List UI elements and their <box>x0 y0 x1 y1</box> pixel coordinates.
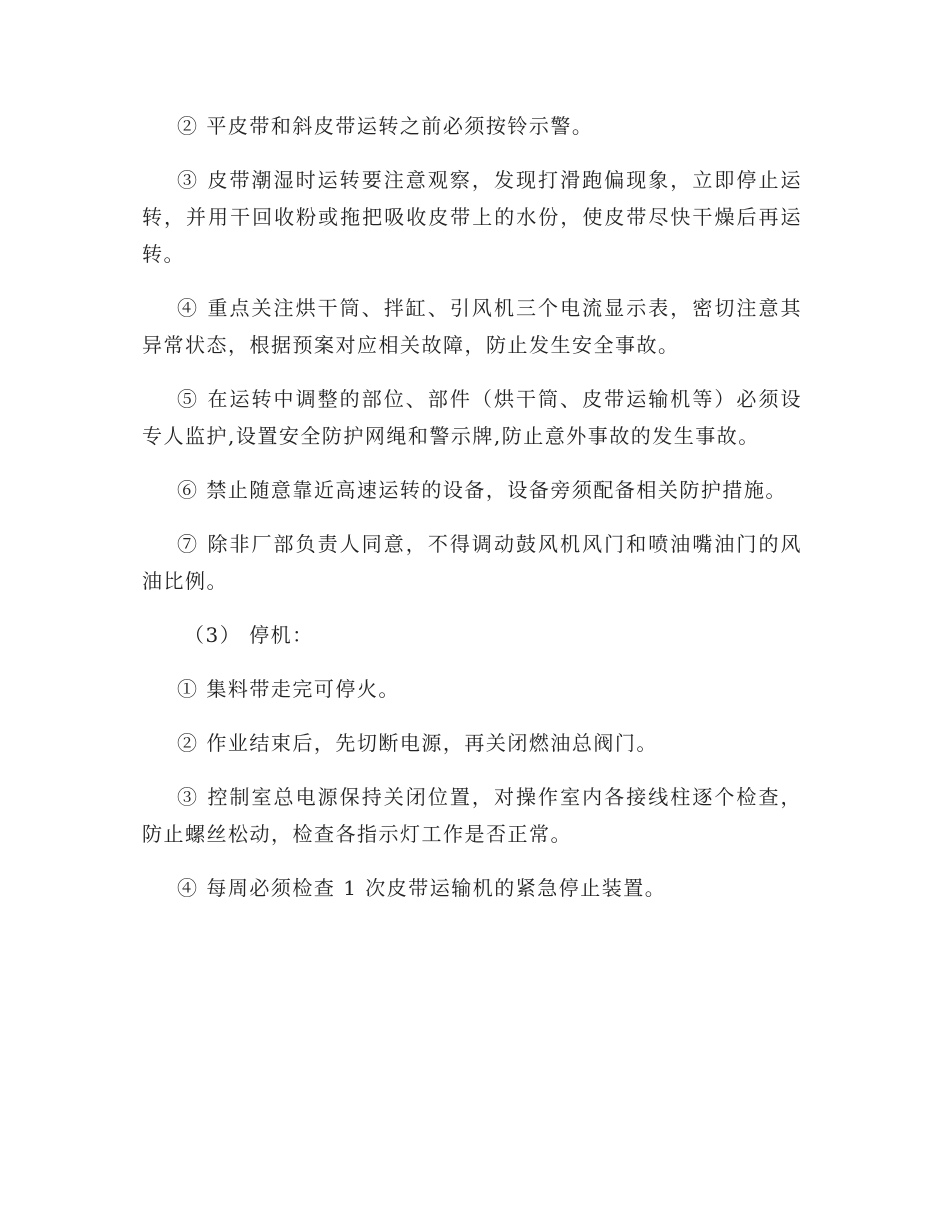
shutdown-item-4: ④ 每周必须检查 1 次皮带运输机的紧急停止装置。 <box>177 876 667 900</box>
shutdown-item-2: ② 作业结束后，先切断电源，再关闭燃油总阀门。 <box>177 731 658 755</box>
shutdown-item-3: ③ 控制室总电源保持关闭位置，对操作室内各接线柱逐个检查，防止螺丝松动，检查各指示灯工作是否正常。 <box>142 785 802 846</box>
paragraph-item-5: ⑤ 在运转中调整的部位、部件（烘干筒、皮带运输机等）必须设专人监护,设置安全防护网绳和警示牌,防止意外事故的发生事故。 <box>142 387 802 448</box>
shutdown-item-1: ① 集料带走完可停火。 <box>177 677 400 701</box>
paragraph-item-3: ③ 皮带潮湿时运转要注意观察，发现打滑跑偏现象，立即停止运转，并用干回收粉或拖把吸收皮带上的水份，使皮带尽快干燥后再运转。 <box>142 168 802 266</box>
paragraph-item-6: ⑥ 禁止随意靠近高速运转的设备，设备旁须配备相关防护措施。 <box>177 478 787 502</box>
paragraph-item-7: ⑦ 除非厂部负责人同意，不得调动鼓风机风门和喷油嘴油门的风油比例。 <box>142 532 802 593</box>
section-heading-shutdown: （3） 停机： <box>184 623 314 647</box>
document-body <box>142 108 802 924</box>
paragraph-item-2: ② 平皮带和斜皮带运转之前必须按铃示警。 <box>177 114 594 138</box>
paragraph-item-4: ④ 重点关注烘干筒、拌缸、引风机三个电流显示表，密切注意其异常状态，根据预案对应相关故障，防止发生安全事故。 <box>142 296 802 357</box>
